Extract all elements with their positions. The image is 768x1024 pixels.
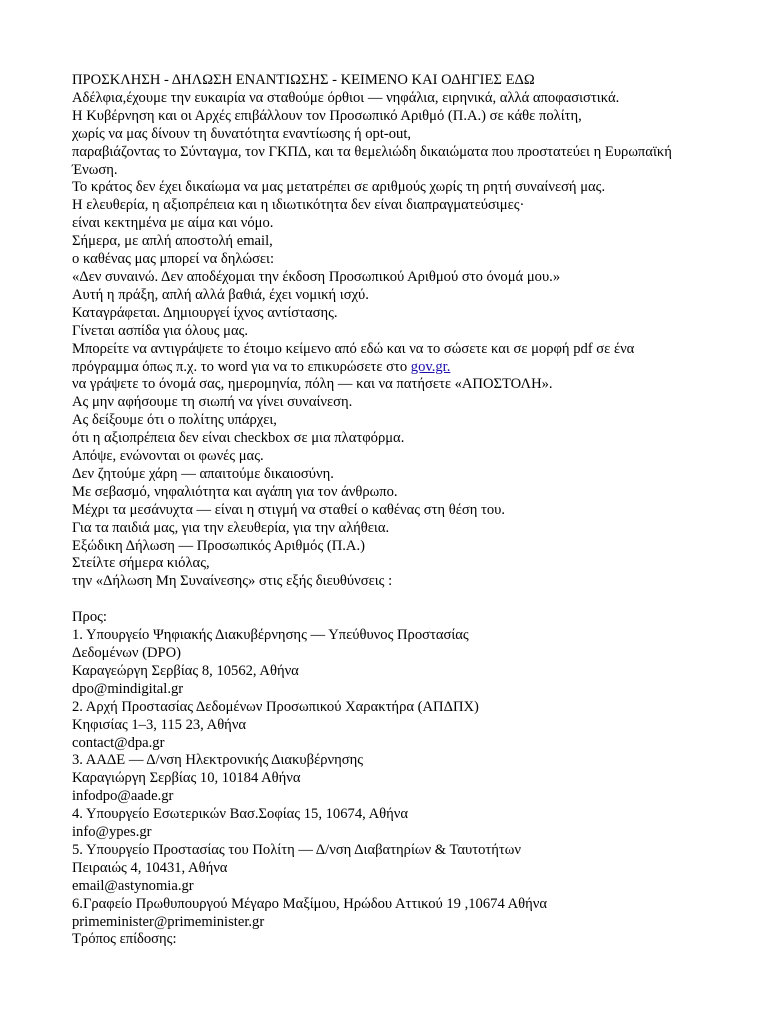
text-line: Για τα παιδιά μας, για την ελευθερία, για την αλήθεια.	[72, 519, 390, 536]
recipient-line: 3. ΑΑΔΕ — Δ/νση Ηλεκτρονικής Διακυβέρνησης	[72, 752, 363, 769]
recipient-email: email@astynomia.gr	[72, 877, 194, 894]
link-line	[72, 359, 712, 377]
document-page	[72, 72, 712, 949]
recipient-line: Δεδομένων (DPO)	[72, 644, 182, 661]
text-line: Το κράτος δεν έχει δικαίωμα να μας μετατρέπει σε αριθμούς χωρίς τη ρητή συναίνεσή μας.	[72, 179, 606, 196]
text-line: Ένωση.	[72, 161, 118, 178]
recipient-line: 6.Γραφείο Πρωθυπουργού Μέγαρο Μαξίμου, Ηρώδου Αττικού 19 ,10674 Αθήνα	[72, 895, 547, 912]
text-line: «Δεν συναινώ. Δεν αποδέχομαι την έκδοση Προσωπικού Αριθμού στο όνομά μου.»	[72, 268, 561, 285]
intro-paragraphs	[72, 90, 712, 591]
delivery-method-label: Τρόπος επίδοσης:	[72, 931, 177, 948]
text-line: Η ελευθερία, η αξιοπρέπεια και η ιδιωτικότητα δεν είναι διαπραγματεύσιμες·	[72, 197, 525, 214]
document-title: ΠΡΟΣΚΛΗΣΗ - ΔΗΛΩΣΗ ΕΝΑΝΤΙΩΣΗΣ - ΚΕΙΜΕΝΟ ΚΑΙ ΟΔΗΓΙΕΣ ΕΔΩ	[72, 72, 535, 88]
text-line: Δεν ζητούμε χάρη — απαιτούμε δικαιοσύνη.	[72, 465, 334, 482]
recipient-line: 2. Αρχή Προστασίας Δεδομένων Προσωπικού Χαρακτήρα (ΑΠΔΠΧ)	[72, 698, 479, 715]
text-line: Ας μην αφήσουμε τη σιωπή να γίνει συναίνεση.	[72, 394, 353, 411]
recipients-heading: Προς:	[72, 609, 107, 626]
recipients-section	[72, 609, 712, 949]
recipient-address: Καραγιώργη Σερβίας 10, 10184 Αθήνα	[72, 770, 301, 787]
text-line: να γράψετε το όνομά σας, ημερομηνία, πόλη — και να πατήσετε «ΑΠΟΣΤΟΛΗ».	[72, 376, 553, 393]
text-line: είναι κεκτημένα με αίμα και νόμο.	[72, 215, 274, 232]
recipient-email: contact@dpa.gr	[72, 734, 165, 751]
text-line: παραβιάζοντας το Σύνταγμα, τον ΓΚΠΔ, και τα θεμελιώδη δικαιώματα που προστατεύει η Ευρωπαϊκή	[72, 143, 672, 160]
recipient-address: Πειραιώς 4, 10431, Αθήνα	[72, 859, 228, 876]
text-line: χωρίς να μας δίνουν τη δυνατότητα εναντίωσης ή opt-out,	[72, 125, 412, 142]
recipient-email: primeminister@primeminister.gr	[72, 913, 265, 930]
text-line: Με σεβασμό, νηφαλιότητα και αγάπη για τον άνθρωπο.	[72, 483, 398, 500]
text-line: Σήμερα, με απλή αποστολή email,	[72, 233, 273, 250]
recipient-email: infodpo@aade.gr	[72, 788, 174, 805]
recipient-line: 5. Υπουργείο Προστασίας του Πολίτη — Δ/νση Διαβατηρίων & Ταυτοτήτων	[72, 841, 521, 858]
text-line: ότι η αξιοπρέπεια δεν είναι checkbox σε μια πλατφόρμα.	[72, 430, 405, 447]
text-line: Η Κυβέρνηση και οι Αρχές επιβάλλουν τον Προσωπικό Αριθμό (Π.Α.) σε κάθε πολίτη,	[72, 107, 582, 124]
recipient-line: 1. Υπουργείο Ψηφιακής Διακυβέρνησης — Υπεύθυνος Προστασίας	[72, 627, 469, 644]
recipient-email: dpo@mindigital.gr	[72, 680, 184, 697]
link-line-text: πρόγραμμα όπως π.χ. το word για να το επικυρώσετε στο	[72, 358, 411, 375]
text-line: Ας δείξουμε ότι ο πολίτης υπάρχει,	[72, 412, 277, 429]
text-line: Γίνεται ασπίδα για όλους μας.	[72, 322, 249, 339]
text-line: Εξώδικη Δήλωση — Προσωπικός Αριθμός (Π.Α.)	[72, 537, 365, 554]
text-line: Αδέλφια,έχουμε την ευκαιρία να σταθούμε όρθιοι — νηφάλια, ειρηνικά, αλλά αποφασιστικά.	[72, 89, 620, 106]
text-line: Στείλτε σήμερα κιόλας,	[72, 555, 210, 572]
recipient-address: Καραγεώργη Σερβίας 8, 10562, Αθήνα	[72, 662, 299, 679]
recipient-address: Κηφισίας 1–3, 115 23, Αθήνα	[72, 716, 247, 733]
text-line: Απόψε, ενώνονται οι φωνές μας.	[72, 448, 264, 465]
text-line: την «Δήλωση Μη Συναίνεσης» στις εξής διευθύνσεις :	[72, 573, 393, 590]
text-line: Μπορείτε να αντιγράψετε το έτοιμο κείμενο από εδώ και να το σώσετε και σε μορφή pdf σε ένα	[72, 340, 635, 357]
text-line: Μέχρι τα μεσάνυχτα — είναι η στιγμή να σταθεί ο καθένας στη θέση του.	[72, 501, 506, 518]
gov-gr-link[interactable]: gov.gr.	[410, 358, 451, 375]
recipient-email: info@ypes.gr	[72, 824, 152, 841]
text-line: Καταγράφεται. Δημιουργεί ίχνος αντίστασης.	[72, 304, 338, 321]
blank-line	[72, 591, 712, 609]
recipient-line: 4. Υπουργείο Εσωτερικών Βασ.Σοφίας 15, 10674, Αθήνα	[72, 806, 409, 823]
text-line: ο καθένας μας μπορεί να δηλώσει:	[72, 251, 275, 268]
text-line: Αυτή η πράξη, απλή αλλά βαθιά, έχει νομική ισχύ.	[72, 286, 369, 303]
